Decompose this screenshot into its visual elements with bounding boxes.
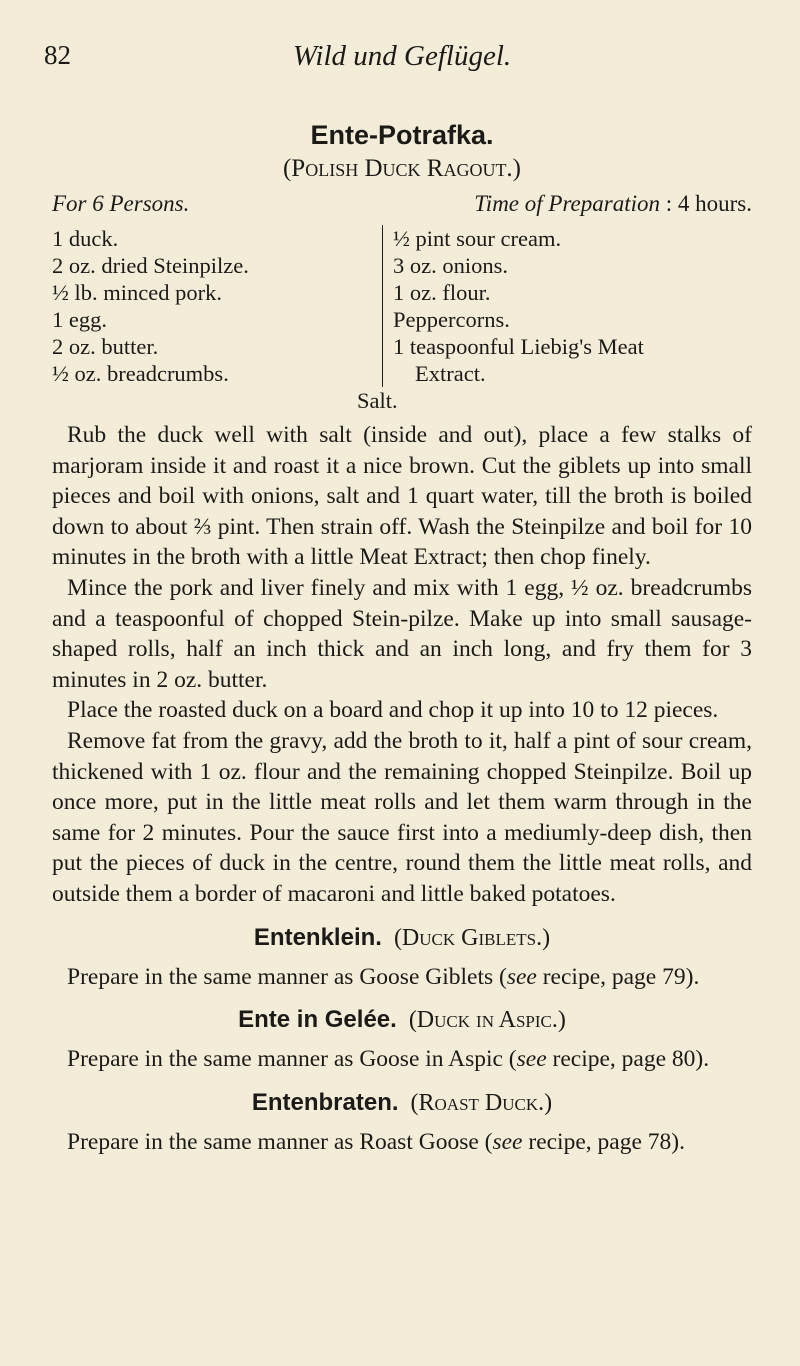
ingredient-item: ½ pint sour cream.: [393, 226, 562, 251]
ingredient-item: Peppercorns.: [393, 307, 510, 332]
preparation-time: [474, 191, 752, 217]
ingredient-item: 2 oz. butter.: [52, 334, 159, 359]
preparation-time-value: : 4 hours.: [665, 191, 752, 216]
ingredient-salt: Salt.: [357, 388, 398, 413]
see-reference: see: [506, 963, 537, 990]
ingredient-item: 1 egg.: [52, 307, 107, 332]
subrecipe-text-main: Prepare in the same manner as Goose in Aspic (: [67, 1046, 517, 1073]
instruction-paragraph: Rub the duck well with salt (inside and out), place a few stalks of marjoram inside it and roast it a nice brown. Cut the giblets up into small pieces and boil with onions, salt and 1 quart water, till the broth is boiled down to about ⅔ pint. Then strain off. Wash the Steinpilze and boil for 10 minutes in the broth with a little Meat Extract; then chop finely.: [52, 422, 752, 571]
ingredient-item: ½ lb. minced pork.: [52, 280, 222, 305]
recipe-meta: [52, 191, 752, 217]
ingredient-item: 1 oz. flour.: [393, 280, 491, 305]
running-title: Wild und Geflügel.: [292, 40, 512, 72]
ingredient-item: Extract.: [415, 361, 486, 386]
ingredient-column-right: [382, 225, 752, 387]
servings: For 6 Persons.: [52, 191, 190, 216]
running-head: [44, 40, 752, 102]
subrecipe-text-main: Prepare in the same manner as Goose Giblets (: [67, 963, 507, 990]
recipe-title: Ente-Potrafka.: [310, 120, 494, 150]
subrecipe-roast-duck: [52, 1089, 752, 1158]
ingredient-item: 1 duck.: [52, 226, 119, 251]
subrecipe-text-page: recipe, page 79).: [536, 963, 700, 990]
book-page: [44, 40, 752, 1157]
ingredient-column-left: [52, 225, 382, 387]
subrecipe-text-page: recipe, page 80).: [546, 1046, 710, 1073]
recipe-subtitle: (Polish Duck Ragout.): [282, 155, 522, 182]
subrecipe-title: [52, 924, 752, 952]
page-number: 82: [44, 40, 71, 70]
instruction-paragraph: Remove fat from the gravy, add the broth to it, half a pint of sour cream, thickened with 1 oz. flour and the remaining chopped Steinpilze. Boil up once more, put in the little meat rolls and let them warm through in the same for 2 minutes. Pour the sauce first into a mediumly-deep dish, then put the pieces of duck in the centre, round them the little meat rolls, and outside them a border of macaroni and little baked potatoes.: [52, 727, 752, 907]
instruction-paragraph: Mince the pork and liver finely and mix with 1 egg, ½ oz. breadcrumbs and a teaspoonful of chopped Stein-pilze. Make up into small sausage-shaped rolls, half an inch thick and an inch long, and fry them for 3 minutes in 2 oz. butter.: [52, 574, 752, 693]
ingredient-item: ½ oz. breadcrumbs.: [52, 361, 229, 386]
ingredient-list: [52, 225, 752, 387]
subrecipe-title-german: Entenklein.: [253, 923, 382, 951]
subrecipe-text-main: Prepare in the same manner as Roast Goose (: [67, 1128, 493, 1155]
see-reference: see: [516, 1046, 547, 1073]
subrecipe-text-page: recipe, page 78).: [522, 1128, 685, 1155]
subrecipe-title-german: Entenbraten.: [251, 1088, 399, 1116]
subrecipe-duck-giblets: [52, 924, 752, 993]
subrecipe-title-english: (Duck Giblets.): [393, 924, 551, 951]
subrecipe-text: [52, 962, 752, 993]
subrecipe-title: [52, 1006, 752, 1034]
see-reference: see: [492, 1128, 523, 1155]
ingredient-item: 1 teaspoonful Liebig's Meat: [393, 334, 644, 359]
subrecipe-text: [52, 1127, 752, 1158]
subrecipe-title: [52, 1089, 752, 1117]
instruction-paragraph: Place the roasted duck on a board and chop it up into 10 to 12 pieces.: [67, 697, 719, 724]
subrecipe-duck-in-aspic: [52, 1006, 752, 1075]
subrecipe-text: [52, 1044, 752, 1075]
subrecipe-title-german: Ente in Gelée.: [238, 1006, 397, 1034]
ingredient-item: 2 oz. dried Steinpilze.: [52, 253, 249, 278]
ingredient-item: 3 oz. onions.: [393, 253, 508, 278]
recipe-instructions: [52, 420, 752, 910]
preparation-time-label: Time of Preparation: [474, 191, 660, 216]
subrecipe-title-english: (Duck in Aspic.): [408, 1007, 566, 1034]
subrecipe-title-english: (Roast Duck.): [410, 1089, 553, 1116]
